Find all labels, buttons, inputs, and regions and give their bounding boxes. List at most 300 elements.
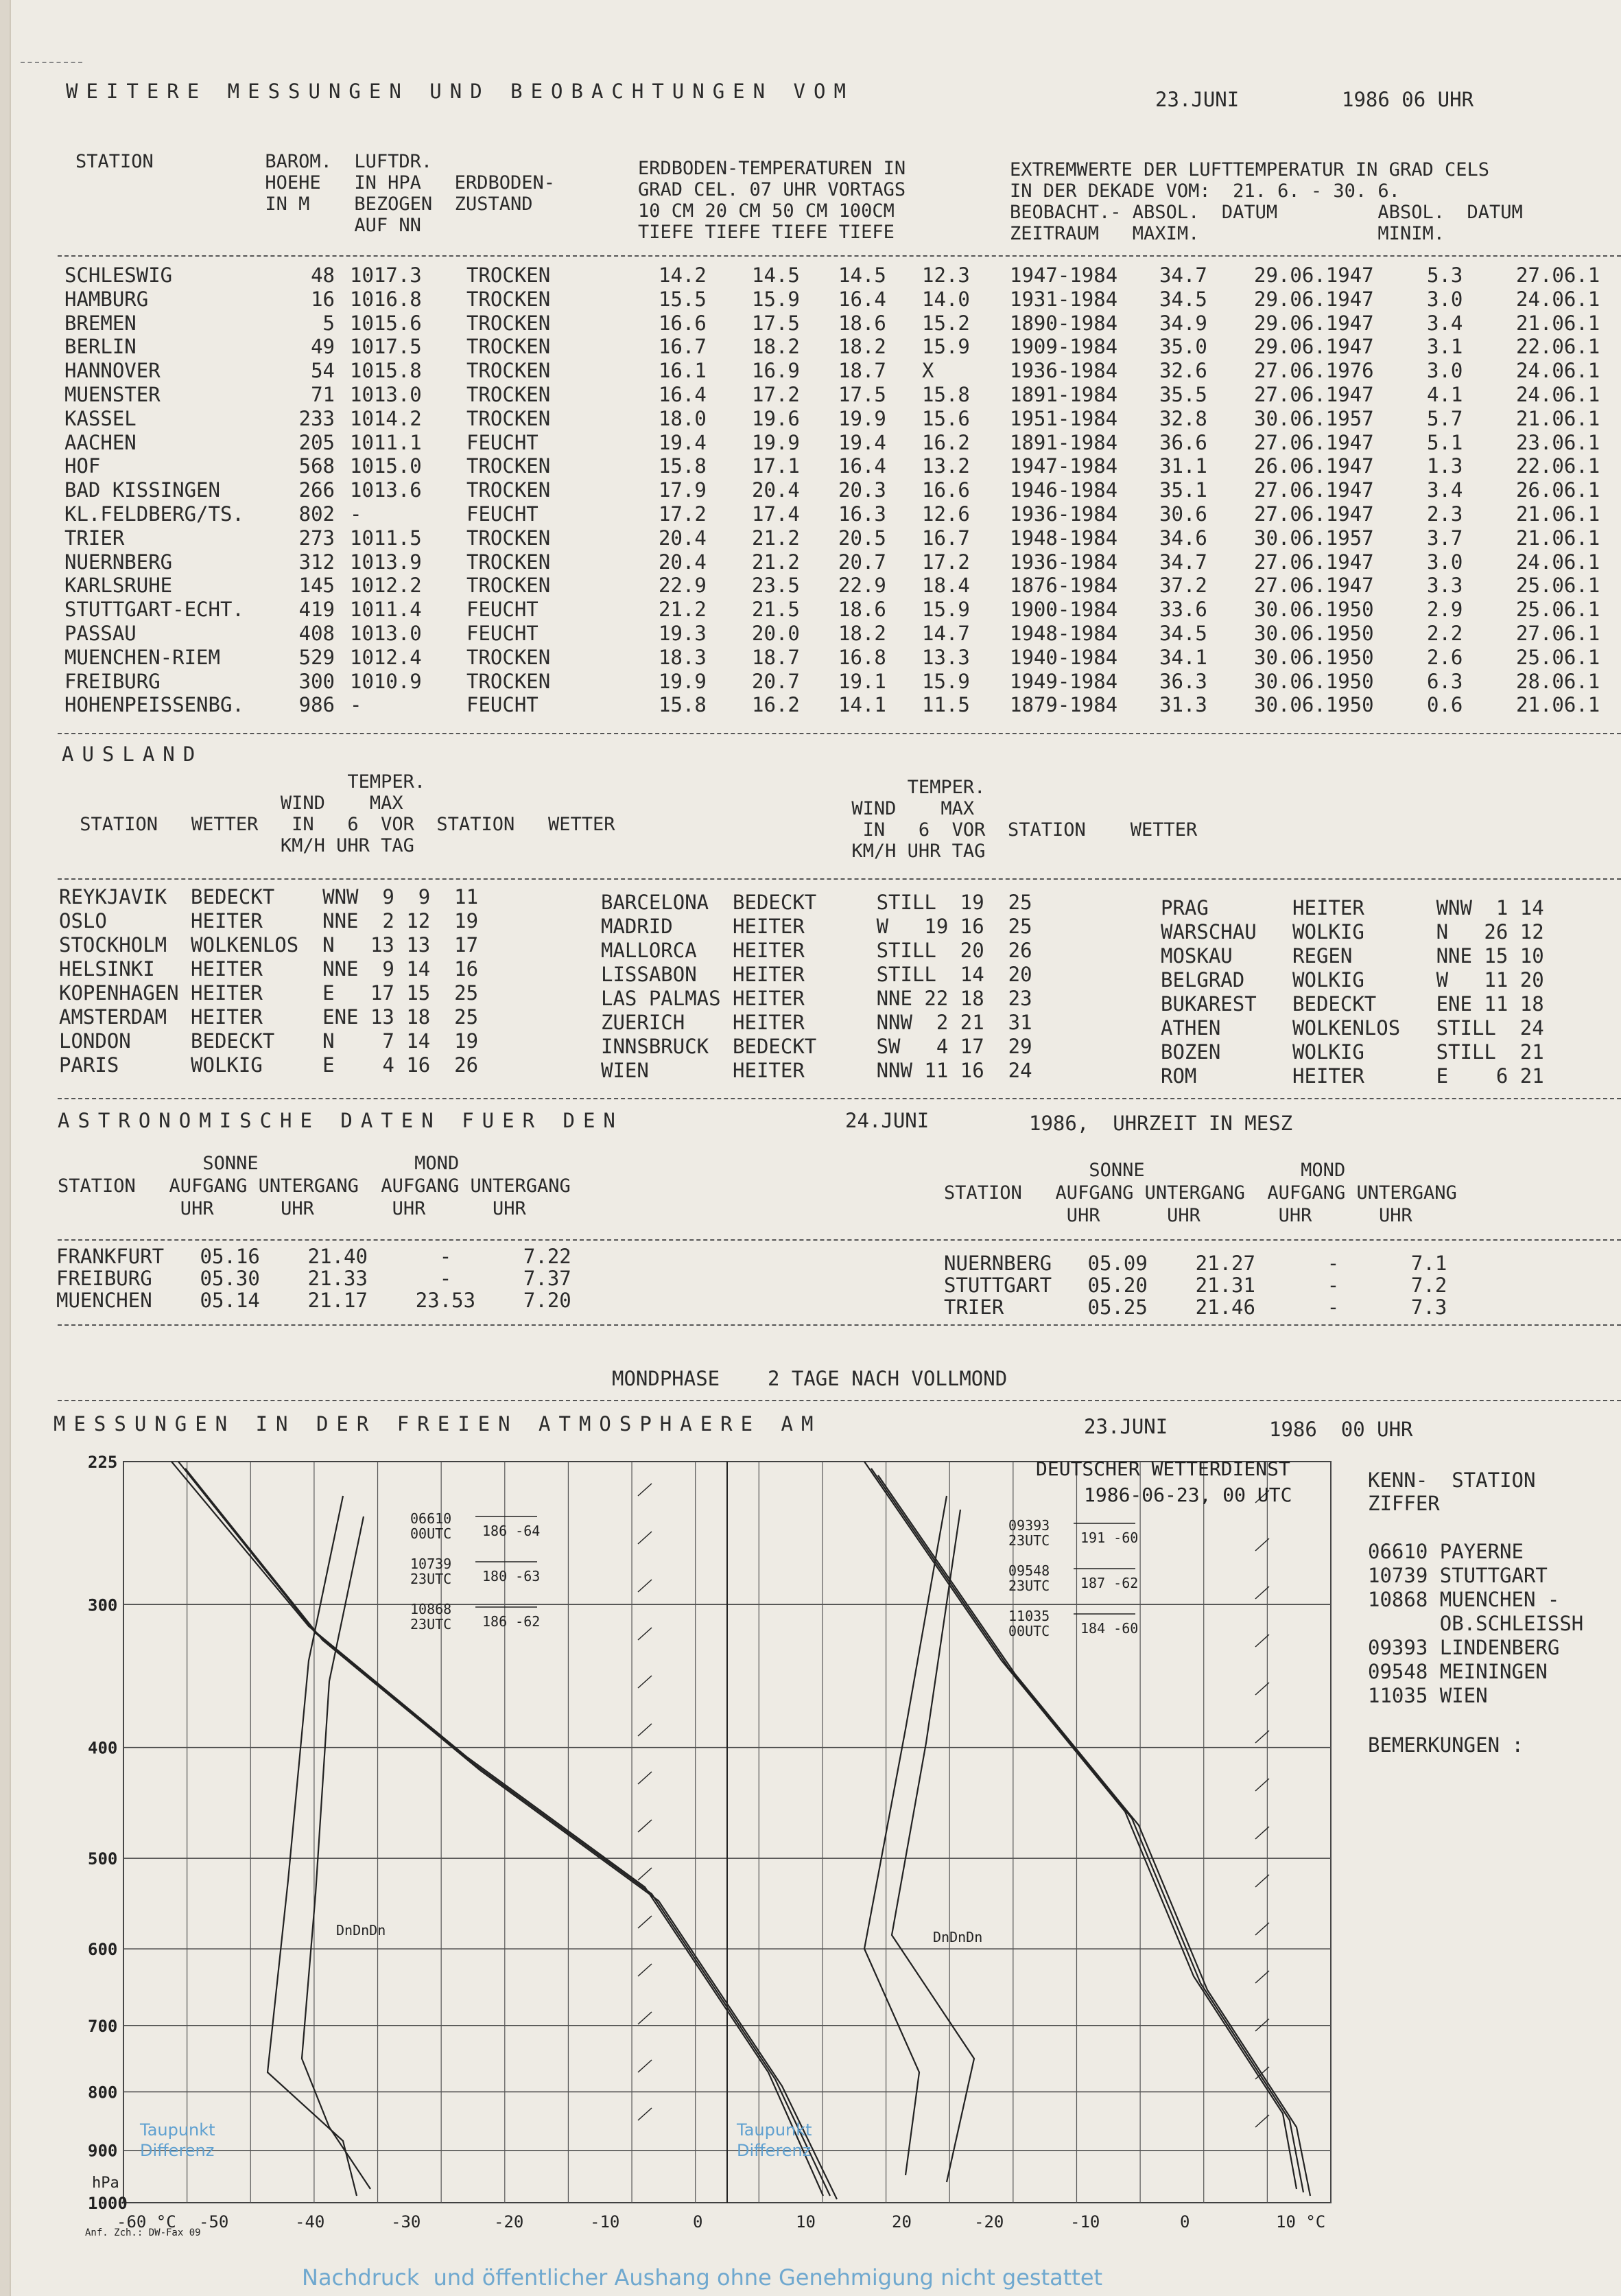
ausland-row: AMSTERDAM HEITER ENE 13 18 25 bbox=[59, 1005, 479, 1029]
table1-cell: HOHENPEISSENBG. bbox=[64, 693, 244, 717]
pressure-label: 400 bbox=[88, 1738, 118, 1758]
table1-cell: 2.6 bbox=[1427, 645, 1463, 669]
table1-cell: 29.06.1947 bbox=[1254, 311, 1374, 335]
temperature-profile bbox=[864, 1462, 1297, 2189]
ausland-header-line: IN 6 VOR STATION WETTER bbox=[617, 819, 1198, 841]
page-title: WEITERE MESSUNGEN UND BEOBACHTUNGEN VOM bbox=[66, 80, 854, 103]
table1-cell: 24.06.1 bbox=[1516, 383, 1600, 406]
table1-cell: 1951-1984 bbox=[1010, 406, 1118, 430]
ausland-row: ROM HEITER E 6 21 bbox=[1161, 1064, 1544, 1088]
table1-cell: NUERNBERG bbox=[64, 550, 173, 574]
table1-header-line: ZEITRAUM MAXIM. MINIM. bbox=[1010, 223, 1445, 244]
table1-cell: 17.1 bbox=[752, 454, 800, 478]
legend-station: 10739 bbox=[410, 1556, 452, 1572]
table1-cell: 1.3 bbox=[1427, 454, 1463, 478]
table1-cell: 4.1 bbox=[1427, 383, 1463, 406]
bemerkungen: BEMERKUNGEN : bbox=[1368, 1733, 1524, 1757]
table1-cell: 17.2 bbox=[752, 383, 800, 406]
table1-cell: 1948-1984 bbox=[1010, 526, 1118, 550]
legend-time: 23UTC bbox=[410, 1571, 452, 1587]
table1-cell: 3.4 bbox=[1427, 478, 1463, 502]
table1-cell: 30.06.1957 bbox=[1254, 526, 1374, 550]
astro-row: FREIBURG 05.30 21.33 - 7.37 bbox=[56, 1267, 571, 1290]
divider bbox=[58, 733, 1621, 734]
table1-cell: 408 bbox=[298, 622, 335, 645]
wind-barb bbox=[638, 1964, 652, 1976]
wind-barb bbox=[638, 1772, 652, 1784]
table1-cell: 25.06.1 bbox=[1516, 598, 1600, 622]
table1-cell: TROCKEN bbox=[466, 454, 551, 478]
table1-cell: 273 bbox=[298, 526, 335, 550]
legend-station: 11035 bbox=[1008, 1608, 1050, 1624]
table1-cell: HANNOVER bbox=[64, 359, 161, 383]
kenn-item: 10739 STUTTGART bbox=[1368, 1564, 1548, 1587]
footer-note: Nachdruck und öffentlicher Aushang ohne Genehmigung nicht gestattet bbox=[302, 2264, 1103, 2291]
table1-cell: 20.4 bbox=[659, 526, 707, 550]
ausland-row: BELGRAD WOLKIG W 11 20 bbox=[1161, 968, 1544, 992]
table1-cell: FEUCHT bbox=[466, 622, 539, 645]
ausland-row: LONDON BEDECKT N 7 14 19 bbox=[59, 1029, 479, 1053]
wind-barb bbox=[638, 2108, 652, 2120]
temp-label: -30 bbox=[391, 2212, 421, 2231]
astro-time: 1986, UHRZEIT IN MESZ bbox=[1029, 1112, 1293, 1135]
table1-cell: 34.5 bbox=[1159, 287, 1207, 311]
kenn-item: 09393 LINDENBERG bbox=[1368, 1636, 1560, 1659]
table1-cell: 23.06.1 bbox=[1516, 430, 1600, 454]
table1-cell: 1946-1984 bbox=[1010, 478, 1118, 502]
table1-cell: 21.06.1 bbox=[1516, 406, 1600, 430]
divider bbox=[58, 1098, 1621, 1099]
table1-cell: 1010.9 bbox=[350, 669, 422, 693]
table1-cell: 34.7 bbox=[1159, 550, 1207, 574]
table1-cell: TROCKEN bbox=[466, 669, 551, 693]
temp-label: -20 bbox=[974, 2212, 1004, 2231]
table1-cell: 15.8 bbox=[659, 693, 707, 717]
table1-cell: 17.5 bbox=[752, 311, 800, 335]
table1-header-line: AUF NN bbox=[75, 215, 421, 236]
wind-barb bbox=[638, 1580, 652, 1592]
table1-cell: 32.8 bbox=[1159, 406, 1207, 430]
table1-header-line: TIEFE TIEFE TIEFE TIEFE bbox=[638, 222, 895, 243]
table1-cell: TROCKEN bbox=[466, 645, 551, 669]
table1-cell: 1013.9 bbox=[350, 550, 422, 574]
ausland-row: KOPENHAGEN HEITER E 17 15 25 bbox=[59, 981, 479, 1005]
table1-cell: 1017.5 bbox=[350, 335, 422, 359]
table1-cell: 1879-1984 bbox=[1010, 693, 1118, 717]
table1-cell: 19.4 bbox=[838, 430, 886, 454]
table1-cell: 16.9 bbox=[752, 359, 800, 383]
table1-cell: 20.0 bbox=[752, 622, 800, 645]
table1-cell: KASSEL bbox=[64, 406, 137, 430]
table1-cell: 19.9 bbox=[752, 430, 800, 454]
table1-cell: 35.0 bbox=[1159, 335, 1207, 359]
astro-row: STUTTGART 05.20 21.31 - 7.2 bbox=[944, 1274, 1447, 1297]
table1-cell: 27.06.1947 bbox=[1254, 478, 1374, 502]
astro-title: ASTRONOMISCHE DATEN FUER DEN bbox=[58, 1109, 624, 1132]
dewpoint-profile bbox=[302, 1516, 370, 2189]
table1-cell: 34.9 bbox=[1159, 311, 1207, 335]
astro-header-line: STATION AUFGANG UNTERGANG AUFGANG UNTERGANG bbox=[944, 1182, 1457, 1204]
table1-cell: 15.9 bbox=[752, 287, 800, 311]
ausland-header-line: WIND MAX bbox=[617, 798, 975, 819]
table1-cell: BERLIN bbox=[64, 335, 137, 359]
table1-cell: 1011.5 bbox=[350, 526, 422, 550]
dewpoint-profile bbox=[864, 1496, 947, 2175]
table1-cell: BAD KISSINGEN bbox=[64, 478, 220, 502]
table1-cell: 1891-1984 bbox=[1010, 383, 1118, 406]
ausland-row: BARCELONA BEDECKT STILL 19 25 bbox=[601, 891, 1032, 914]
table1-cell: 6.3 bbox=[1427, 669, 1463, 693]
table1-cell: 1947-1984 bbox=[1010, 263, 1118, 287]
table1-cell: 27.06.1 bbox=[1516, 622, 1600, 645]
table1-cell: 2.9 bbox=[1427, 598, 1463, 622]
table1-cell: BREMEN bbox=[64, 311, 137, 335]
table1-cell: 31.1 bbox=[1159, 454, 1207, 478]
kenn-header: KENN- STATION ZIFFER bbox=[1368, 1468, 1536, 1515]
temp-label: 20 bbox=[892, 2212, 912, 2231]
table1-cell: SCHLESWIG bbox=[64, 263, 173, 287]
table1-cell: 15.8 bbox=[659, 454, 707, 478]
divider bbox=[58, 1324, 1621, 1326]
table1-cell: 1012.4 bbox=[350, 645, 422, 669]
table1-cell: 30.06.1950 bbox=[1254, 622, 1374, 645]
table1-cell: 145 bbox=[298, 574, 335, 598]
table1-cell: 11.5 bbox=[922, 693, 970, 717]
temp-label: -10 bbox=[1070, 2212, 1100, 2231]
table1-cell: 29.06.1947 bbox=[1254, 263, 1374, 287]
table1-cell: HOF bbox=[64, 454, 101, 478]
table1-cell: 18.7 bbox=[752, 645, 800, 669]
source-label: Anf. Zch.: DW-Fax 09 bbox=[85, 2227, 201, 2238]
table1-cell: 3.0 bbox=[1427, 359, 1463, 383]
ausland-row: REYKJAVIK BEDECKT WNW 9 9 11 bbox=[59, 885, 479, 909]
temp-label: -10 bbox=[590, 2212, 620, 2231]
table1-cell: 21.2 bbox=[752, 550, 800, 574]
dwd-label: DEUTSCHER WETTERDIENST bbox=[1036, 1457, 1290, 1480]
table1-cell: 205 bbox=[298, 430, 335, 454]
page-spine bbox=[0, 0, 11, 2296]
ausland-header-line: TEMPER. bbox=[617, 777, 986, 798]
taupunkt-label: Differenz bbox=[140, 2141, 215, 2160]
table1-cell: 1948-1984 bbox=[1010, 622, 1118, 645]
legend-time: 00UTC bbox=[1008, 1623, 1050, 1639]
table1-header-line: IN M BEZOGEN ZUSTAND bbox=[75, 194, 533, 215]
table1-cell: 13.2 bbox=[922, 454, 970, 478]
table1-cell: TROCKEN bbox=[466, 406, 551, 430]
table1-cell: 21.06.1 bbox=[1516, 311, 1600, 335]
ausland-header-line: KM/H UHR TAG bbox=[617, 841, 986, 862]
table1-cell: 18.6 bbox=[838, 311, 886, 335]
table1-cell: 266 bbox=[298, 478, 335, 502]
table1-cell: 27.06.1947 bbox=[1254, 550, 1374, 574]
table1-cell: 3.4 bbox=[1427, 311, 1463, 335]
astro-header-line: STATION AUFGANG UNTERGANG AUFGANG UNTERGANG bbox=[58, 1175, 571, 1197]
table1-header-line: 10 CM 20 CM 50 CM 100CM bbox=[638, 200, 895, 222]
table1-cell: 1936-1984 bbox=[1010, 359, 1118, 383]
wind-barb bbox=[638, 1628, 652, 1640]
table1-cell: 27.06.1947 bbox=[1254, 383, 1374, 406]
table1-cell: 1011.4 bbox=[350, 598, 422, 622]
table1-cell: 16 bbox=[311, 287, 335, 311]
temp-label: -50 bbox=[199, 2212, 229, 2231]
table1-header-line: IN DER DEKADE VOM: 21. 6. - 30. 6. bbox=[1010, 180, 1400, 202]
table1-cell: 2.3 bbox=[1427, 502, 1463, 526]
table1-cell: 1891-1984 bbox=[1010, 430, 1118, 454]
ausland-row: ATHEN WOLKENLOS STILL 24 bbox=[1161, 1016, 1544, 1040]
table1-cell: 1013.6 bbox=[350, 478, 422, 502]
table1-cell: 18.7 bbox=[838, 359, 886, 383]
table1-cell: 34.5 bbox=[1159, 622, 1207, 645]
table1-cell: 1015.0 bbox=[350, 454, 422, 478]
table1-cell: TROCKEN bbox=[466, 287, 551, 311]
ddd-label: DnDnDn bbox=[933, 1929, 983, 1945]
table1-cell: 30.06.1950 bbox=[1254, 598, 1374, 622]
kenn-item: OB.SCHLEISSH bbox=[1368, 1612, 1584, 1635]
table1-cell: 71 bbox=[311, 383, 335, 406]
table1-cell: 16.8 bbox=[838, 645, 886, 669]
table1-cell: 14.5 bbox=[838, 263, 886, 287]
dewpoint-profile bbox=[892, 1510, 974, 2182]
table1-cell: 27.06.1947 bbox=[1254, 574, 1374, 598]
wind-barb bbox=[638, 1820, 652, 1832]
table1-cell: 21.2 bbox=[659, 598, 707, 622]
wind-barb bbox=[638, 1484, 652, 1496]
temp-label: 0 bbox=[693, 2212, 703, 2231]
table1-cell: 18.2 bbox=[838, 335, 886, 359]
table1-cell: X bbox=[922, 359, 934, 383]
table1-cell: 233 bbox=[298, 406, 335, 430]
table1-cell: 14.7 bbox=[922, 622, 970, 645]
table1-cell: 19.4 bbox=[659, 430, 707, 454]
table1-cell: 31.3 bbox=[1159, 693, 1207, 717]
table1-cell: FEUCHT bbox=[466, 693, 539, 717]
table1-cell: 22.06.1 bbox=[1516, 335, 1600, 359]
diagram-grid bbox=[123, 1462, 1331, 2203]
table1-cell: 22.9 bbox=[659, 574, 707, 598]
table1-cell: 20.7 bbox=[752, 669, 800, 693]
ausland-row: OSLO HEITER NNE 2 12 19 bbox=[59, 909, 479, 933]
table1-cell: 37.2 bbox=[1159, 574, 1207, 598]
table1-cell: 5 bbox=[322, 311, 335, 335]
table1-cell: HAMBURG bbox=[64, 287, 149, 311]
astro-date: 24.JUNI bbox=[845, 1109, 930, 1132]
table1-header-line: ERDBODEN-TEMPERATUREN IN bbox=[638, 158, 906, 179]
table1-cell: FEUCHT bbox=[466, 502, 539, 526]
ausland-row: MADRID HEITER W 19 16 25 bbox=[601, 915, 1032, 938]
table1-cell: 30.06.1950 bbox=[1254, 645, 1374, 669]
table1-cell: 14.2 bbox=[659, 263, 707, 287]
table1-cell: TROCKEN bbox=[466, 335, 551, 359]
table1-cell: 17.4 bbox=[752, 502, 800, 526]
kenn-item: 11035 WIEN bbox=[1368, 1684, 1488, 1707]
table1-cell: 34.7 bbox=[1159, 263, 1207, 287]
title-date: 23.JUNI bbox=[1155, 88, 1240, 111]
table1-cell: 34.1 bbox=[1159, 645, 1207, 669]
astro-header-line: UHR UHR UHR UHR bbox=[58, 1198, 526, 1219]
legend-values: 186 -62 bbox=[482, 1613, 541, 1630]
table1-cell: 312 bbox=[298, 550, 335, 574]
table1-cell: 16.6 bbox=[922, 478, 970, 502]
table1-cell: 1015.6 bbox=[350, 311, 422, 335]
table1-cell: 30.6 bbox=[1159, 502, 1207, 526]
table1-cell: 18.0 bbox=[659, 406, 707, 430]
table1-cell: 19.1 bbox=[838, 669, 886, 693]
table1-cell: 30.06.1950 bbox=[1254, 693, 1374, 717]
table1-cell: 16.2 bbox=[922, 430, 970, 454]
table1-cell: 24.06.1 bbox=[1516, 359, 1600, 383]
table1-cell: 14.0 bbox=[922, 287, 970, 311]
legend-station: 06610 bbox=[410, 1510, 452, 1527]
wind-barb bbox=[638, 1868, 652, 1880]
table1-cell: 32.6 bbox=[1159, 359, 1207, 383]
table1-cell: FEUCHT bbox=[466, 430, 539, 454]
table1-cell: 17.5 bbox=[838, 383, 886, 406]
atmos-date: 23.JUNI bbox=[1084, 1415, 1168, 1438]
legend-values: 184 -60 bbox=[1080, 1620, 1139, 1637]
table1-cell: MUENCHEN-RIEM bbox=[64, 645, 220, 669]
table1-cell: 15.9 bbox=[922, 669, 970, 693]
table1-cell: 12.6 bbox=[922, 502, 970, 526]
table1-cell: 3.3 bbox=[1427, 574, 1463, 598]
table1-cell: AACHEN bbox=[64, 430, 137, 454]
table1-cell: 28.06.1 bbox=[1516, 669, 1600, 693]
ausland-row: PRAG HEITER WNW 1 14 bbox=[1161, 896, 1544, 919]
table1-cell: 15.2 bbox=[922, 311, 970, 335]
table1-cell: 25.06.1 bbox=[1516, 645, 1600, 669]
table1-cell: 17.9 bbox=[659, 478, 707, 502]
table1-cell: 16.7 bbox=[659, 335, 707, 359]
pressure-label: 700 bbox=[88, 2016, 118, 2036]
table1-cell: 17.2 bbox=[922, 550, 970, 574]
table1-cell: - bbox=[350, 693, 362, 717]
ausland-row: INNSBRUCK BEDECKT SW 4 17 29 bbox=[601, 1035, 1032, 1058]
ausland-row: HELSINKI HEITER NNE 9 14 16 bbox=[59, 957, 479, 981]
table1-cell: 14.1 bbox=[838, 693, 886, 717]
wind-barb bbox=[638, 1676, 652, 1688]
table1-cell: 16.3 bbox=[838, 502, 886, 526]
temp-label: -40 bbox=[295, 2212, 325, 2231]
ausland-header-line: STATION WETTER IN 6 VOR STATION WETTER bbox=[69, 814, 615, 835]
table1-cell: 21.06.1 bbox=[1516, 502, 1600, 526]
ausland-row: LISSABON HEITER STILL 14 20 bbox=[601, 963, 1032, 986]
table1-cell: 1940-1984 bbox=[1010, 645, 1118, 669]
table1-cell: FREIBURG bbox=[64, 669, 161, 693]
table1-cell: 15.6 bbox=[922, 406, 970, 430]
table1-cell: 13.3 bbox=[922, 645, 970, 669]
taupunkt-label: Taupunkt bbox=[140, 2120, 215, 2140]
table1-cell: 15.5 bbox=[659, 287, 707, 311]
legend-station: 10868 bbox=[410, 1601, 452, 1617]
table1-cell: KL.FELDBERG/TS. bbox=[64, 502, 244, 526]
table1-cell: 30.06.1957 bbox=[1254, 406, 1374, 430]
table1-cell: 419 bbox=[298, 598, 335, 622]
temp-label: -20 bbox=[494, 2212, 524, 2231]
table1-cell: 30.06.1950 bbox=[1254, 669, 1374, 693]
table1-cell: TROCKEN bbox=[466, 383, 551, 406]
ausland-header-line: TEMPER. bbox=[69, 771, 426, 793]
table1-cell: 1931-1984 bbox=[1010, 287, 1118, 311]
ausland-row: BUKAREST BEDECKT ENE 11 18 bbox=[1161, 992, 1544, 1016]
table1-cell: 27.06.1947 bbox=[1254, 430, 1374, 454]
table1-cell: 24.06.1 bbox=[1516, 550, 1600, 574]
table1-cell: 35.5 bbox=[1159, 383, 1207, 406]
ausland-row: WARSCHAU WOLKIG N 26 12 bbox=[1161, 920, 1544, 944]
table1-cell: 568 bbox=[298, 454, 335, 478]
taupunkt-label: Taupunkt bbox=[737, 2120, 812, 2140]
table1-cell: TROCKEN bbox=[466, 263, 551, 287]
wind-barb bbox=[638, 1532, 652, 1544]
divider bbox=[58, 255, 1621, 257]
table1-cell: 22.06.1 bbox=[1516, 454, 1600, 478]
ausland-row: LAS PALMAS HEITER NNE 22 18 23 bbox=[601, 987, 1032, 1010]
table1-cell: 0.6 bbox=[1427, 693, 1463, 717]
table1-cell: - bbox=[350, 502, 362, 526]
table1-cell: 802 bbox=[298, 502, 335, 526]
table1-cell: TROCKEN bbox=[466, 311, 551, 335]
table1-cell: 20.3 bbox=[838, 478, 886, 502]
astro-row: NUERNBERG 05.09 21.27 - 7.1 bbox=[944, 1252, 1447, 1275]
table1-cell: 3.0 bbox=[1427, 287, 1463, 311]
table1-cell: TROCKEN bbox=[466, 574, 551, 598]
table1-cell: 14.5 bbox=[752, 263, 800, 287]
aerological-diagram bbox=[82, 1455, 1351, 2251]
mondphase: MONDPHASE 2 TAGE NACH VOLLMOND bbox=[612, 1367, 1008, 1390]
table1-cell: MUENSTER bbox=[64, 383, 161, 406]
table1-cell: 18.2 bbox=[838, 622, 886, 645]
table1-cell: 300 bbox=[298, 669, 335, 693]
atmos-title: MESSUNGEN IN DER FREIEN ATMOSPHAERE AM bbox=[54, 1412, 822, 1436]
table1-cell: TROCKEN bbox=[466, 478, 551, 502]
table1-cell: 18.6 bbox=[838, 598, 886, 622]
table1-cell: 20.4 bbox=[752, 478, 800, 502]
table1-cell: 19.3 bbox=[659, 622, 707, 645]
ausland-row: PARIS WOLKIG E 4 16 26 bbox=[59, 1053, 479, 1077]
table1-cell: 15.8 bbox=[922, 383, 970, 406]
ausland-row: MALLORCA HEITER STILL 20 26 bbox=[601, 939, 1032, 962]
table1-cell: 16.6 bbox=[659, 311, 707, 335]
table1-cell: STUTTGART-ECHT. bbox=[64, 598, 244, 622]
temp-label: 10 bbox=[796, 2212, 816, 2231]
table1-cell: 36.3 bbox=[1159, 669, 1207, 693]
legend-values: 187 -62 bbox=[1080, 1575, 1139, 1591]
legend-values: 191 -60 bbox=[1080, 1530, 1139, 1546]
ausland-row: MOSKAU REGEN NNE 15 10 bbox=[1161, 944, 1544, 968]
table1-cell: 529 bbox=[298, 645, 335, 669]
ausland-header-line: WIND MAX bbox=[69, 793, 403, 814]
table1-cell: 34.6 bbox=[1159, 526, 1207, 550]
table1-cell: 29.06.1947 bbox=[1254, 287, 1374, 311]
page-mark bbox=[21, 62, 82, 63]
table1-cell: 25.06.1 bbox=[1516, 574, 1600, 598]
pressure-label: 500 bbox=[88, 1849, 118, 1869]
table1-cell: 1012.2 bbox=[350, 574, 422, 598]
legend-values: 186 -64 bbox=[482, 1523, 541, 1539]
temp-label: 10 °C bbox=[1276, 2212, 1326, 2231]
table1-cell: 3.7 bbox=[1427, 526, 1463, 550]
dewpoint-profile bbox=[268, 1496, 357, 2196]
pressure-label: 300 bbox=[88, 1595, 118, 1615]
table1-cell: 2.2 bbox=[1427, 622, 1463, 645]
table1-cell: 26.06.1947 bbox=[1254, 454, 1374, 478]
table1-cell: 1909-1984 bbox=[1010, 335, 1118, 359]
table1-cell: 26.06.1 bbox=[1516, 478, 1600, 502]
table1-cell: 21.2 bbox=[752, 526, 800, 550]
table1-cell: 16.4 bbox=[838, 454, 886, 478]
table1-header-line: GRAD CEL. 07 UHR VORTAGS bbox=[638, 179, 906, 200]
table1-cell: 1017.3 bbox=[350, 263, 422, 287]
wind-barb bbox=[638, 2060, 652, 2072]
divider bbox=[58, 1239, 1621, 1241]
